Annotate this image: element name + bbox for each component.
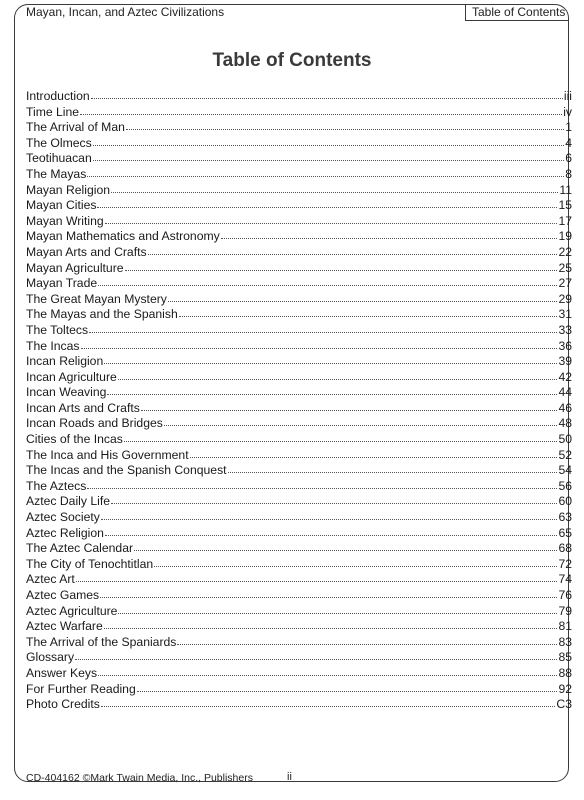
toc-entry-page: iii bbox=[563, 89, 572, 103]
toc-entry-title: Aztec Games bbox=[26, 588, 100, 602]
toc-entry-page: 29 bbox=[558, 291, 572, 306]
toc-leader-dots bbox=[75, 649, 557, 660]
toc-leader-dots bbox=[168, 291, 558, 302]
toc-entry-title: Mayan Writing bbox=[26, 213, 104, 228]
toc-entry-title: The Great Mayan Mystery bbox=[26, 291, 167, 306]
toc-entry bbox=[26, 666, 572, 682]
toc-entry bbox=[26, 276, 572, 292]
toc-entry-title: The Arrival of Man bbox=[26, 120, 125, 135]
toc-entry-title: Aztec Warfare bbox=[26, 619, 103, 634]
toc-entry bbox=[26, 261, 572, 277]
toc-leader-dots bbox=[105, 525, 558, 536]
running-header-book-title: Mayan, Incan, and Aztec Civilizations bbox=[26, 5, 225, 19]
toc-entry-page: 42 bbox=[558, 369, 572, 384]
toc-entry-title: The Olmecs bbox=[26, 135, 92, 150]
toc-entry-page: iv bbox=[563, 104, 572, 119]
toc-entry-page: 65 bbox=[558, 525, 572, 540]
toc-entry bbox=[26, 510, 572, 526]
toc-entry bbox=[26, 432, 572, 448]
toc-entry bbox=[26, 354, 572, 370]
toc-entry bbox=[26, 229, 572, 245]
toc-entry-page: 81 bbox=[558, 619, 572, 634]
toc-entry-title: Aztec Agriculture bbox=[26, 603, 118, 618]
toc-entry-title: Aztec Art bbox=[26, 572, 75, 587]
toc-leader-dots bbox=[104, 618, 558, 629]
toc-entry bbox=[26, 604, 572, 620]
toc-entry bbox=[26, 650, 572, 666]
toc-leader-dots bbox=[125, 260, 558, 271]
header-tab-divider bbox=[465, 4, 466, 20]
toc-entry-page: 79 bbox=[558, 603, 572, 618]
toc-leader-dots bbox=[111, 182, 558, 193]
toc-entry bbox=[26, 541, 572, 557]
toc-entry bbox=[26, 401, 572, 417]
toc-leader-dots bbox=[91, 88, 563, 99]
toc-entry-page: 39 bbox=[558, 354, 572, 369]
toc-entry-page: 92 bbox=[558, 681, 572, 696]
toc-entry bbox=[26, 619, 572, 635]
toc-entry bbox=[26, 120, 572, 136]
toc-leader-dots bbox=[105, 213, 558, 224]
toc-entry-page: 46 bbox=[558, 400, 572, 415]
toc-entry-title: The City of Tenochtitlan bbox=[26, 556, 154, 571]
toc-entry-page: 72 bbox=[558, 556, 572, 571]
toc-entry bbox=[26, 151, 572, 167]
toc-entry-title: The Toltecs bbox=[26, 322, 89, 337]
toc-entry-page: 22 bbox=[558, 244, 572, 259]
toc-entry-title: Mayan Arts and Crafts bbox=[26, 244, 147, 259]
toc-entry-title: Mayan Agriculture bbox=[26, 260, 124, 275]
toc-leader-dots bbox=[98, 665, 557, 676]
toc-leader-dots bbox=[190, 447, 558, 458]
toc-leader-dots bbox=[137, 681, 558, 692]
toc-entry bbox=[26, 494, 572, 510]
toc-entry bbox=[26, 479, 572, 495]
toc-entry-page: 31 bbox=[558, 307, 572, 322]
toc-entry-title: Introduction bbox=[26, 89, 90, 103]
toc-entry bbox=[26, 416, 572, 432]
toc-entry-page: 1 bbox=[565, 120, 572, 135]
toc-leader-dots bbox=[221, 228, 558, 239]
toc-leader-dots bbox=[124, 431, 558, 442]
toc-leader-dots bbox=[164, 415, 558, 426]
toc-entry-page: 25 bbox=[558, 260, 572, 275]
toc-entry bbox=[26, 682, 572, 698]
toc-entry-title: The Mayas and the Spanish bbox=[26, 307, 178, 322]
toc-entry bbox=[26, 183, 572, 199]
toc-entry-title: Teotihuacan bbox=[26, 151, 92, 166]
toc-entry-page: 63 bbox=[558, 510, 572, 525]
toc-entry-title: Aztec Religion bbox=[26, 525, 104, 540]
table-of-contents-list bbox=[26, 89, 572, 713]
toc-entry-page: 85 bbox=[558, 650, 572, 665]
toc-entry-page: 50 bbox=[558, 432, 572, 447]
toc-entry-title: Incan Weaving bbox=[26, 385, 107, 400]
toc-entry bbox=[26, 448, 572, 464]
toc-entry-page: 52 bbox=[558, 447, 572, 462]
toc-entry-page: 68 bbox=[558, 541, 572, 556]
toc-entry-title: The Incas bbox=[26, 338, 80, 353]
toc-entry-title: Aztec Daily Life bbox=[26, 494, 110, 509]
toc-entry-title: Mayan Cities bbox=[26, 198, 97, 213]
toc-leader-dots bbox=[100, 587, 557, 598]
toc-entry-title: Glossary bbox=[26, 650, 75, 665]
toc-entry-page: 48 bbox=[558, 416, 572, 431]
toc-leader-dots bbox=[101, 509, 558, 520]
toc-leader-dots bbox=[93, 135, 565, 146]
toc-entry bbox=[26, 557, 572, 573]
toc-entry bbox=[26, 105, 572, 121]
toc-entry-page: 76 bbox=[558, 588, 572, 602]
toc-entry-title: The Inca and His Government bbox=[26, 447, 189, 462]
toc-entry-title: Incan Arts and Crafts bbox=[26, 400, 140, 415]
toc-leader-dots bbox=[134, 540, 557, 551]
toc-entry-page: 8 bbox=[565, 166, 572, 181]
toc-entry-title: For Further Reading bbox=[26, 681, 136, 696]
toc-entry-page: 36 bbox=[558, 338, 572, 353]
toc-entry bbox=[26, 572, 572, 588]
toc-entry-title: The Aztecs bbox=[26, 478, 87, 493]
toc-leader-dots bbox=[126, 119, 564, 130]
footer-publisher: CD-404162 ©Mark Twain Media, Inc., Publishers bbox=[26, 772, 253, 784]
toc-leader-dots bbox=[93, 150, 564, 161]
toc-entry bbox=[26, 635, 572, 651]
toc-entry-page: 56 bbox=[558, 478, 572, 493]
page-title: Table of Contents bbox=[212, 50, 372, 71]
toc-entry bbox=[26, 463, 572, 479]
toc-leader-dots bbox=[228, 462, 558, 473]
toc-entry bbox=[26, 89, 572, 105]
toc-leader-dots bbox=[107, 384, 557, 395]
toc-entry-page: 74 bbox=[558, 572, 572, 587]
toc-entry bbox=[26, 370, 572, 386]
toc-entry-page: 44 bbox=[558, 385, 572, 400]
toc-entry bbox=[26, 292, 572, 308]
toc-entry-title: Mayan Mathematics and Astronomy bbox=[26, 229, 220, 244]
toc-entry bbox=[26, 323, 572, 339]
toc-entry-page: 19 bbox=[558, 229, 572, 244]
toc-entry bbox=[26, 385, 572, 401]
toc-entry bbox=[26, 307, 572, 323]
toc-entry-title: Incan Roads and Bridges bbox=[26, 416, 163, 431]
toc-leader-dots bbox=[81, 338, 558, 349]
toc-leader-dots bbox=[148, 244, 558, 255]
toc-leader-dots bbox=[97, 197, 557, 208]
toc-leader-dots bbox=[177, 634, 557, 645]
toc-leader-dots bbox=[87, 478, 557, 489]
toc-entry-page: 83 bbox=[558, 634, 572, 649]
toc-entry-page: 33 bbox=[558, 322, 572, 337]
toc-entry-title: The Aztec Calendar bbox=[26, 541, 134, 556]
toc-entry-page: 27 bbox=[558, 276, 572, 291]
toc-leader-dots bbox=[101, 696, 556, 707]
toc-entry-page: 4 bbox=[565, 135, 572, 150]
toc-entry-page: 60 bbox=[558, 494, 572, 509]
toc-leader-dots bbox=[141, 400, 558, 411]
header-tab-underline bbox=[465, 20, 569, 21]
toc-entry bbox=[26, 697, 572, 713]
toc-entry-title: Mayan Trade bbox=[26, 276, 98, 291]
toc-entry-title: Aztec Society bbox=[26, 510, 100, 525]
toc-entry-title: The Mayas bbox=[26, 166, 87, 181]
toc-entry-title: The Incas and the Spanish Conquest bbox=[26, 463, 227, 478]
toc-entry-page: C3 bbox=[556, 697, 572, 712]
toc-entry-title: Time Line bbox=[26, 104, 80, 119]
toc-leader-dots bbox=[98, 275, 557, 286]
footer-page-number: ii bbox=[287, 771, 292, 783]
toc-entry bbox=[26, 245, 572, 261]
toc-entry-page: 6 bbox=[565, 151, 572, 166]
toc-entry-title: Answer Keys bbox=[26, 665, 98, 680]
toc-leader-dots bbox=[76, 571, 558, 582]
running-header-section: Table of Contents bbox=[472, 5, 566, 19]
toc-entry-page: 88 bbox=[558, 665, 572, 680]
toc-entry bbox=[26, 198, 572, 214]
toc-entry bbox=[26, 214, 572, 230]
toc-entry-page: 11 bbox=[559, 182, 572, 197]
toc-entry-title: The Arrival of the Spaniards bbox=[26, 634, 177, 649]
toc-leader-dots bbox=[80, 104, 562, 115]
toc-entry bbox=[26, 526, 572, 542]
toc-leader-dots bbox=[87, 166, 564, 177]
toc-entry bbox=[26, 588, 572, 604]
toc-leader-dots bbox=[179, 306, 558, 317]
toc-leader-dots bbox=[111, 493, 557, 504]
toc-leader-dots bbox=[89, 322, 557, 333]
toc-leader-dots bbox=[154, 556, 557, 567]
toc-leader-dots bbox=[118, 603, 557, 614]
toc-entry bbox=[26, 339, 572, 355]
toc-entry-title: Cities of the Incas bbox=[26, 432, 123, 447]
toc-entry bbox=[26, 167, 572, 183]
toc-entry-title: Incan Agriculture bbox=[26, 369, 117, 384]
toc-entry-page: 17 bbox=[558, 213, 572, 228]
toc-entry bbox=[26, 136, 572, 152]
toc-entry-title: Mayan Religion bbox=[26, 182, 111, 197]
toc-leader-dots bbox=[104, 353, 557, 364]
toc-entry-page: 54 bbox=[558, 463, 572, 478]
toc-entry-title: Photo Credits bbox=[26, 697, 100, 712]
toc-entry-title: Incan Religion bbox=[26, 354, 104, 369]
toc-leader-dots bbox=[118, 369, 558, 380]
toc-entry-page: 15 bbox=[558, 198, 572, 213]
